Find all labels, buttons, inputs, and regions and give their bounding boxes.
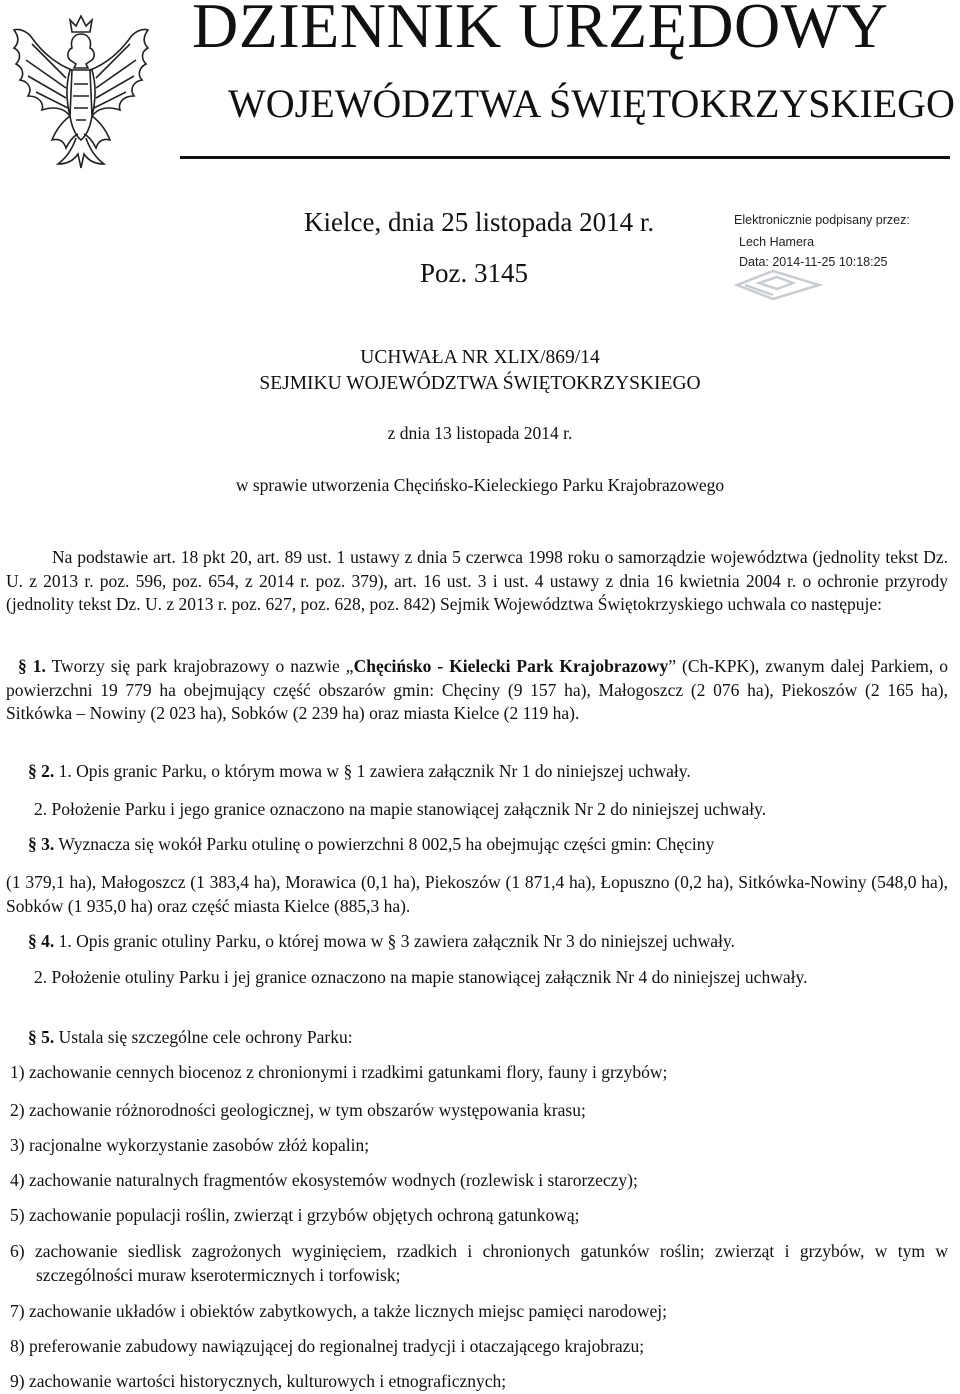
paragraph-2-line-2: 2. Położenie Parku i jego granice oznaczono na mapie stanowiącej załącznik Nr 2 do niniejszej uchwały.	[34, 799, 767, 819]
paragraph-2-number: § 2.	[28, 761, 55, 781]
paragraph-2-text-1: 1. Opis granic Parku, o którym mowa w § 1 zawiera załącznik Nr 1 do niniejszej uchwały.	[58, 761, 691, 781]
goal-item-2: 2) zachowanie różnorodności geologicznej, w tym obszarów występowania krasu;	[10, 1100, 586, 1120]
resolution-body: SEJMIKU WOJEWÓDZTWA ŚWIĘTOKRZYSKIEGO	[259, 373, 701, 394]
paragraph-1-number: § 1.	[18, 656, 46, 676]
place-date: Kielce, dnia 25 listopada 2014 r.	[304, 207, 655, 237]
paragraph-4-number: § 4.	[28, 931, 55, 951]
journal-subtitle: WOJEWÓDZTWA ŚWIĘTOKRZYSKIEGO	[228, 81, 955, 126]
preamble: Na podstawie art. 18 pkt 20, art. 89 ust. 1 ustawy z dnia 5 czerwca 1998 roku o samorządzie województwa (jednolity tekst Dz. U. z 2013 r. poz. 596, poz. 654, z 2014 r. poz. 379), art. 16 ust. 3 i ust. 4 ustawy z dnia 16 kwietnia 2004 r. o ochronie przyrody (jednolity tekst Dz. U. z 2013 r. poz. 627, poz. 628, poz. 842) Sejmik Województwa Świętokrzyskiego uchwala co następuje:	[6, 547, 948, 614]
paragraph-4-line-2: 2. Położenie otuliny Parku i jej granice oznaczono na mapie stanowiącej załącznik Nr 4 do niniejszej uchwały.	[34, 967, 808, 987]
paragraph-4-text-1: 1. Opis granic otuliny Parku, o której mowa w § 3 zawiera załącznik Nr 3 do niniejszej uchwały.	[58, 931, 735, 951]
paragraph-3-continuation: (1 379,1 ha), Małogoszcz (1 383,4 ha), Morawica (0,1 ha), Piekoszów (1 871,4 ha), Łopuszno (0,2 ha), Sitkówka-Nowiny (548,0 ha), Sobków (1 935,0 ha) oraz część miasta Kielce (885,3 ha).	[6, 872, 948, 916]
signer-name: Lech Hamera	[739, 235, 815, 249]
goal-item-8: 8) preferowanie zabudowy nawiązującej do regionalnej tradycji i otaczającego krajobrazu;	[10, 1336, 645, 1356]
signature-date: Data: 2014-11-25 10:18:25	[739, 255, 888, 269]
resolution-subject: w sprawie utworzenia Chęcińsko-Kieleckiego Parku Krajobrazowego	[235, 475, 725, 495]
paragraph-5-line-1	[28, 1027, 353, 1048]
paragraph-5-number: § 5.	[28, 1027, 55, 1047]
paragraph-3-text-1: Wyznacza się wokół Parku otulinę o powierzchni 8 002,5 ha obejmując części gmin: Chęciny	[58, 834, 715, 854]
signature-label: Elektronicznie podpisany przez:	[734, 213, 910, 227]
signature-stamp-icon	[733, 265, 823, 307]
park-name: Chęcińsko - Kielecki Park Krajobrazowy	[353, 656, 669, 676]
paragraph-5-text-1: Ustala się szczególne cele ochrony Parku:	[58, 1027, 353, 1047]
goal-item-3: 3) racjonalne wykorzystanie zasobów złóż kopalin;	[10, 1135, 370, 1155]
position-number: Poz. 3145	[420, 258, 528, 288]
paragraph-4-line-1	[28, 931, 735, 952]
paragraph-1-text-a: Tworzy się park krajobrazowy o nazwie „	[51, 656, 354, 676]
goal-item-6: 6) zachowanie siedlisk zagrożonych wyginięciem, rzadkich i chronionych gatunków roślin; zwierząt i grzybów, w tym w szczególności muraw kserotermicznych i torfowisk;	[10, 1241, 948, 1285]
paragraph-1	[6, 655, 948, 726]
goal-item-5: 5) zachowanie populacji roślin, zwierząt i grzybów objętych ochroną gatunkową;	[10, 1205, 580, 1225]
paragraph-3-number: § 3.	[28, 834, 55, 854]
resolution-date: z dnia 13 listopada 2014 r.	[387, 423, 573, 443]
goal-item-7: 7) zachowanie układów i obiektów zabytkowych, a także licznych miejsc pamięci narodowej;	[10, 1301, 667, 1321]
paragraph-2-line-1	[28, 761, 691, 782]
goal-item-4: 4) zachowanie naturalnych fragmentów ekosystemów wodnych (rozlewisk i starorzeczy);	[10, 1170, 638, 1190]
goal-item-9: 9) zachowanie wartości historycznych, kulturowych i etnograficznych;	[10, 1371, 507, 1391]
header-divider	[180, 156, 950, 159]
electronic-signature	[733, 213, 948, 303]
paragraph-1-text-b: ” (Ch-KPK), zwanym dalej Parkiem, o powierzchni 19 779 ha obejmujący część obszarów gmin: Chęciny (9 157 ha), Małogoszcz (2 076 ha), Piekoszów (2 165 ha), Sitkówka – Nowiny (2 023 ha), Sobków (2 239 ha) oraz miasta Kielce (2 119 ha).	[6, 656, 949, 723]
paragraph-3-line-1	[28, 834, 714, 855]
journal-title: DZIENNIK URZĘDOWY	[192, 0, 889, 61]
goal-item-1: 1) zachowanie cennych biocenoz z chronionymi i rzadkimi gatunkami flory, fauny i grzybów;	[10, 1062, 668, 1082]
eagle-emblem-icon	[6, 4, 156, 174]
resolution-title: UCHWAŁA NR XLIX/869/14	[360, 347, 600, 368]
